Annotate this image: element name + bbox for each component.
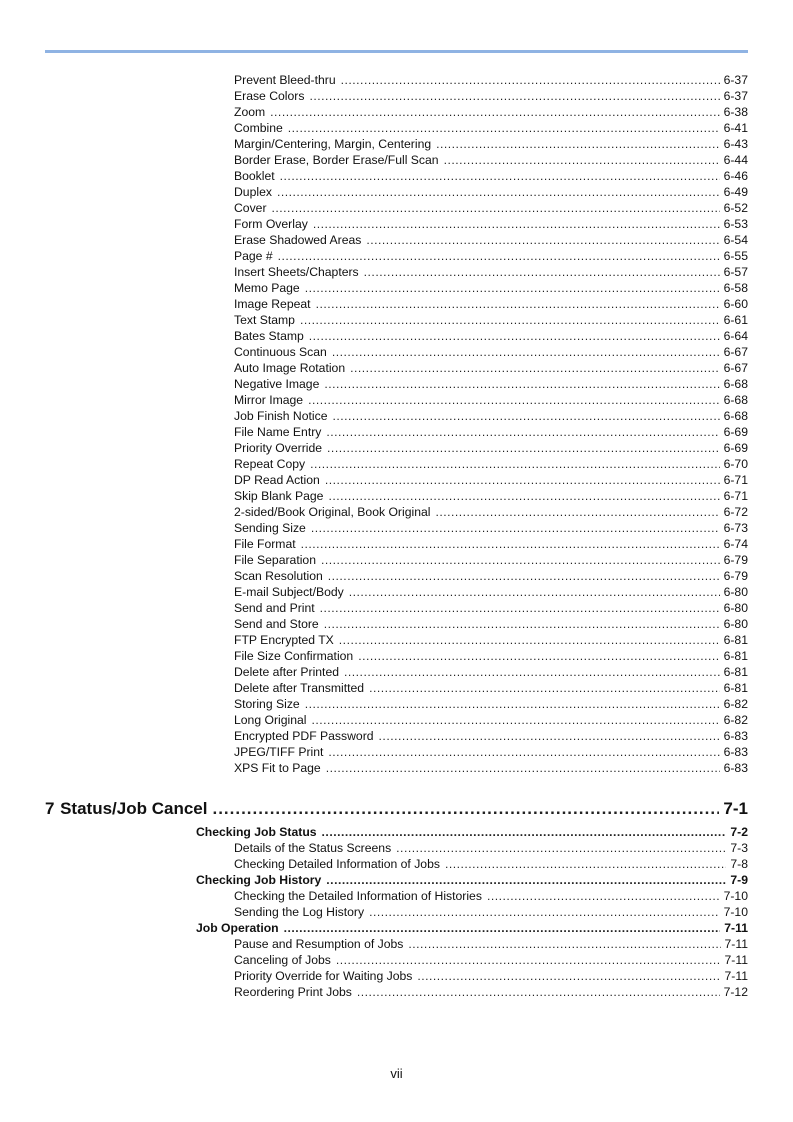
entry-title: Erase Shadowed Areas [234,233,362,247]
entry-page: 6-71 [723,473,748,487]
dot-leader [349,584,720,600]
entry-title: Send and Print [234,601,315,615]
entry-title: Reordering Print Jobs [234,985,352,999]
entry-title: JPEG/TIFF Print [234,745,324,759]
toc-entry[interactable] [234,440,748,456]
entry-page: 6-74 [723,537,748,551]
toc-entry[interactable] [234,88,748,104]
entry-page: 6-37 [723,73,748,87]
toc-entry[interactable] [234,616,748,632]
dot-leader [305,696,720,712]
dot-leader [445,856,726,872]
dot-leader [336,952,721,968]
dot-leader [326,760,720,776]
entry-title: Encrypted PDF Password [234,729,374,743]
dot-leader [417,968,720,984]
entry-page: 6-61 [723,313,748,327]
entry-page: 6-80 [723,617,748,631]
dot-leader [487,888,720,904]
toc-entry[interactable] [234,664,748,680]
entry-page: 6-60 [723,297,748,311]
toc-entry[interactable] [234,968,748,984]
entry-title: Bates Stamp [234,329,304,343]
entry-page: 6-72 [723,505,748,519]
dot-leader [280,168,720,184]
entry-title: E-mail Subject/Body [234,585,344,599]
entry-title: Delete after Printed [234,665,340,679]
entry-page: 6-68 [723,393,748,407]
toc-entry[interactable] [234,760,748,776]
entry-title: Priority Override for Waiting Jobs [234,969,413,983]
entry-title: Page # [234,249,273,263]
entry-title: File Name Entry [234,425,322,439]
entry-page: 6-67 [723,361,748,375]
entry-title: Text Stamp [234,313,295,327]
entry-page: 6-68 [723,377,748,391]
toc-entry[interactable] [234,504,748,520]
entry-page: 6-37 [723,89,748,103]
entry-page: 6-80 [723,601,748,615]
entry-page: 6-81 [723,649,748,663]
entry-title: Negative Image [234,377,320,391]
toc-entry[interactable] [234,728,748,744]
entry-page: 6-69 [723,441,748,455]
dot-leader [300,312,720,328]
toc-entry[interactable] [234,376,748,392]
toc-entry[interactable] [234,952,748,968]
toc-entry[interactable] [234,856,748,872]
entry-page: 7-9 [730,873,748,887]
entry-title: FTP Encrypted TX [234,633,334,647]
toc-entry[interactable] [234,552,748,568]
entry-title: Long Original [234,713,307,727]
toc-entry[interactable] [234,344,748,360]
entry-title: Checking Job History [196,873,322,887]
toc-entry[interactable] [234,712,748,728]
entry-page: 6-81 [723,633,748,647]
dot-leader [332,408,719,424]
dot-leader [444,152,720,168]
toc-entry[interactable] [234,568,748,584]
entry-page: 6-70 [723,457,748,471]
entry-title: Margin/Centering, Margin, Centering [234,137,432,151]
dot-leader [366,232,719,248]
entry-title: Prevent Bleed-thru [234,73,336,87]
entry-page: 6-79 [723,569,748,583]
dot-leader [320,600,720,616]
entry-title: Skip Blank Page [234,489,324,503]
dot-leader [328,488,719,504]
entry-page: 6-82 [723,713,748,727]
entry-title: Image Repeat [234,297,311,311]
dot-leader [277,184,720,200]
toc-entry[interactable] [234,424,748,440]
dot-leader [436,136,719,152]
entry-title: Job Operation [196,921,279,935]
entry-page: 6-73 [723,521,748,535]
entry-title: Priority Override [234,441,323,455]
entry-page: 6-69 [723,425,748,439]
dot-leader [341,72,720,88]
dot-leader [344,664,720,680]
dot-leader [301,536,720,552]
entry-page: 6-53 [723,217,748,231]
entry-title: Checking Job Status [196,825,317,839]
page-number: vii [390,1066,403,1081]
entry-title: DP Read Action [234,473,320,487]
entry-title: Booklet [234,169,275,183]
dot-leader [327,440,720,456]
toc-entry[interactable] [234,72,748,88]
entry-title: XPS Fit to Page [234,761,321,775]
toc-chapter-7[interactable] [45,798,748,820]
toc-entry[interactable] [234,840,748,856]
dot-leader [308,392,720,408]
chapter-page: 7-1 [723,799,748,818]
entry-title: Job Finish Notice [234,409,328,423]
entry-page: 6-38 [723,105,748,119]
entry-title: Combine [234,121,283,135]
toc-entry[interactable] [234,104,748,120]
entry-page: 6-83 [723,729,748,743]
entry-page: 6-49 [723,185,748,199]
toc-entry[interactable] [234,984,748,1000]
entry-page: 6-46 [723,169,748,183]
entry-title: Repeat Copy [234,457,306,471]
dot-leader [309,88,719,104]
dot-leader [312,712,720,728]
entry-page: 7-2 [730,825,748,839]
entry-page: 6-81 [723,681,748,695]
entry-page: 7-11 [724,953,748,967]
dot-leader [284,920,721,936]
toc-entry[interactable] [234,328,748,344]
toc-entry[interactable] [234,184,748,200]
toc-entry[interactable] [234,264,748,280]
dot-leader [332,344,720,360]
entry-title: Sending Size [234,521,306,535]
toc-entry[interactable] [234,744,748,760]
toc-entry[interactable] [234,312,748,328]
toc-entry[interactable] [234,904,748,920]
dot-leader [325,472,720,488]
entry-title: Border Erase, Border Erase/Full Scan [234,153,439,167]
entry-page: 6-44 [723,153,748,167]
dot-leader [309,328,720,344]
entry-page: 7-11 [724,921,748,935]
entry-page: 6-79 [723,553,748,567]
entry-page: 7-11 [724,969,748,983]
chapter-number: 7 [45,799,55,818]
entry-page: 6-83 [723,761,748,775]
entry-page: 6-83 [723,745,748,759]
entry-page: 6-41 [723,121,748,135]
toc-entry[interactable] [234,600,748,616]
toc-entry[interactable] [234,584,748,600]
entry-page: 7-8 [730,857,748,871]
dot-leader [311,520,720,536]
entry-title: File Format [234,537,296,551]
entry-title: Duplex [234,185,272,199]
dot-leader [408,936,720,952]
toc-entry[interactable] [234,536,748,552]
toc-entry[interactable] [234,408,748,424]
entry-title: Mirror Image [234,393,304,407]
toc-entry[interactable] [234,936,748,952]
dot-leader [272,200,720,216]
dot-leader [369,904,720,920]
dot-leader [326,872,726,888]
dot-leader [328,568,720,584]
entry-title: Zoom [234,105,266,119]
entry-title: Continuous Scan [234,345,327,359]
entry-page: 6-68 [723,409,748,423]
toc-entry[interactable] [234,296,748,312]
dot-leader [435,504,719,520]
dot-leader [358,648,719,664]
dot-leader [364,264,720,280]
dot-leader [357,984,720,1000]
entry-page: 7-3 [730,841,748,855]
toc-entry[interactable] [234,136,748,152]
toc-section[interactable] [196,920,748,936]
entry-title: File Size Confirmation [234,649,354,663]
toc-entry[interactable] [234,248,748,264]
entry-page: 6-80 [723,585,748,599]
entry-page: 6-57 [723,265,748,279]
entry-page: 7-10 [723,889,748,903]
dot-leader [396,840,726,856]
entry-title: Pause and Resumption of Jobs [234,937,404,951]
toc-section[interactable] [196,872,748,888]
entry-page: 6-43 [723,137,748,151]
entry-page: 6-82 [723,697,748,711]
toc-entry[interactable] [234,520,748,536]
entry-title: Checking the Detailed Information of Histories [234,889,482,903]
entry-page: 6-52 [723,201,748,215]
entry-page: 6-71 [723,489,748,503]
entry-page: 6-54 [723,233,748,247]
toc-section[interactable] [196,824,748,840]
entry-title: Auto Image Rotation [234,361,346,375]
entry-title: Sending the Log History [234,905,365,919]
dot-leader [369,680,720,696]
entry-title: Insert Sheets/Chapters [234,265,359,279]
dot-leader [278,248,720,264]
entry-title: Storing Size [234,697,300,711]
header-rule [45,50,748,53]
dot-leader [310,456,719,472]
dot-leader [288,120,720,136]
dot-leader [326,424,719,440]
entry-title: Canceling of Jobs [234,953,331,967]
entry-page: 6-67 [723,345,748,359]
chapter-title: Status/Job Cancel [60,799,208,818]
toc-entry[interactable] [234,280,748,296]
entry-title: Cover [234,201,267,215]
toc-entry[interactable] [234,200,748,216]
dot-leader [270,104,719,120]
entry-page: 7-12 [723,985,748,999]
dot-leader [339,632,720,648]
entry-page: 7-10 [723,905,748,919]
toc-entry[interactable] [234,152,748,168]
entry-title: 2-sided/Book Original, Book Original [234,505,431,519]
toc-entry[interactable] [234,232,748,248]
toc-entry[interactable] [234,168,748,184]
entry-title: Form Overlay [234,217,308,231]
toc-entry[interactable] [234,888,748,904]
dot-leader [316,296,720,312]
toc-entry[interactable] [234,488,748,504]
toc-entry[interactable] [234,680,748,696]
entry-page: 6-55 [723,249,748,263]
dot-leader [305,280,720,296]
dot-leader [313,216,720,232]
toc-entry[interactable] [234,456,748,472]
entry-title: Scan Resolution [234,569,323,583]
entry-title: Erase Colors [234,89,305,103]
toc-entry[interactable] [234,632,748,648]
toc-entry[interactable] [234,472,748,488]
entry-title: Memo Page [234,281,300,295]
entry-page: 6-81 [723,665,748,679]
entry-title: Checking Detailed Information of Jobs [234,857,440,871]
toc-entry[interactable] [234,120,748,136]
toc-entry[interactable] [234,392,748,408]
toc-entry[interactable] [234,696,748,712]
dot-leader [321,552,720,568]
dot-leader [324,376,719,392]
dot-leader [328,744,719,760]
entry-page: 7-11 [724,937,748,951]
entry-title: File Separation [234,553,316,567]
toc-entry[interactable] [234,216,748,232]
dot-leader [350,360,719,376]
dot-leader [322,824,727,840]
dot-leader [212,798,719,820]
dot-leader [324,616,720,632]
toc-entry[interactable] [234,648,748,664]
entry-title: Details of the Status Screens [234,841,392,855]
entry-page: 6-64 [723,329,748,343]
toc-entry[interactable] [234,360,748,376]
entry-page: 6-58 [723,281,748,295]
entry-title: Send and Store [234,617,319,631]
entry-title: Delete after Transmitted [234,681,365,695]
dot-leader [379,728,720,744]
